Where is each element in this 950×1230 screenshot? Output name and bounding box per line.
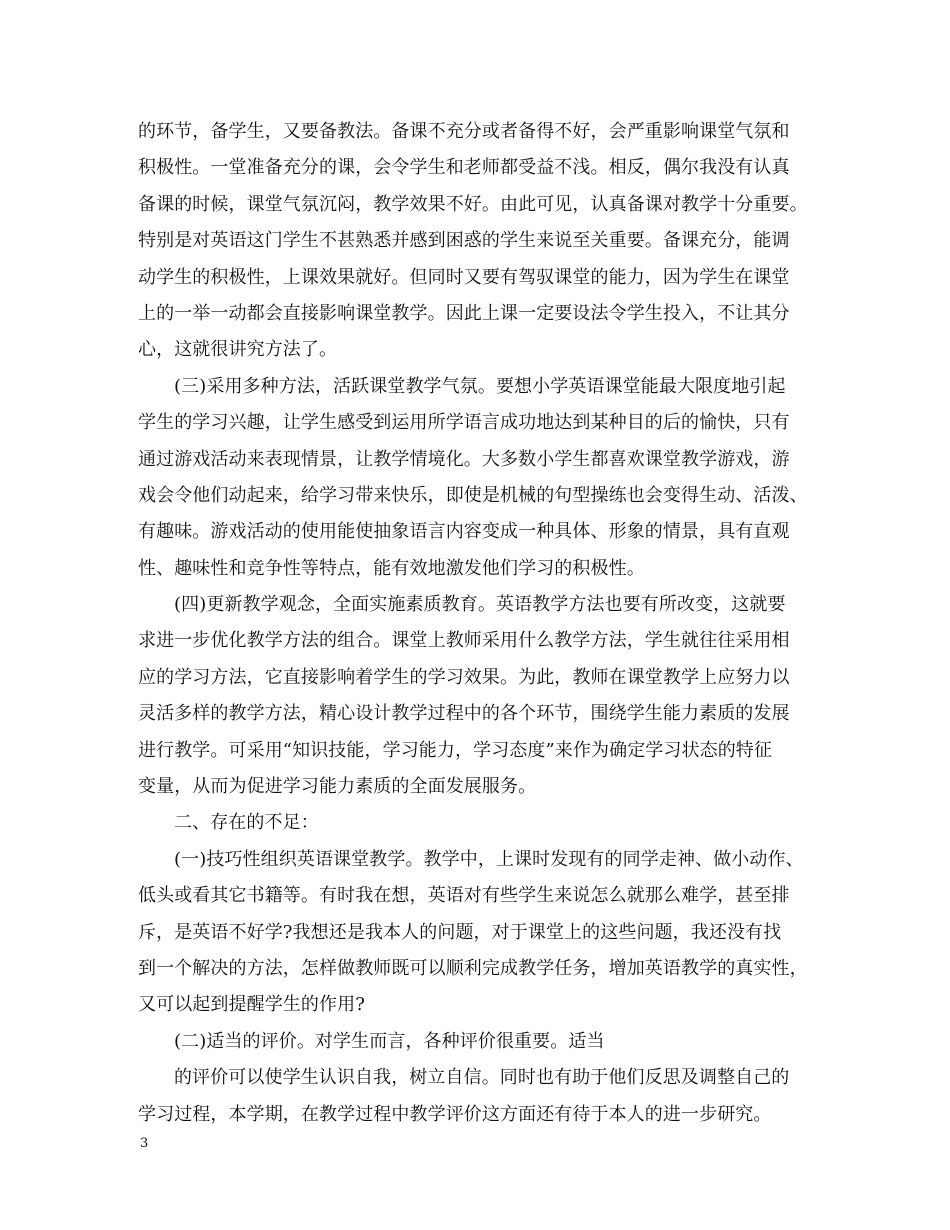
body-text (138, 114, 828, 1133)
text-line: 性、趣味性和竞争性等特点，能有效地激发他们学习的积极性。 (138, 557, 645, 579)
paragraph-start-line: (四)更新教学观念，全面实施素质教育。英语教学方法也要有所改变，这就要 (174, 594, 786, 616)
paragraph-start-line: (二)适当的评价。对学生而言，各种评价很重要。适当 (174, 1030, 605, 1052)
text-line: 动学生的积极性，上课效果就好。但同时又要有驾驭课堂的能力，因为学生在课堂 (138, 266, 790, 288)
text-line: 特别是对英语这门学生不甚熟悉并感到困惑的学生来说至关重要。备课充分，能调 (138, 230, 790, 252)
text-line: 灵活多样的教学方法，精心设计教学过程中的各个环节，围绕学生能力素质的发展 (138, 703, 790, 725)
text-line: 上的一举一动都会直接影响课堂教学。因此上课一定要设法令学生投入，不让其分 (138, 302, 790, 324)
paragraph-start-line: (三)采用多种方法，活跃课堂教学气氛。要想小学英语课堂能最大限度地引起 (174, 375, 786, 397)
text-line: 求进一步优化教学方法的组合。课堂上教师采用什么教学方法，学生就往往采用相 (138, 630, 790, 652)
text-line: 的环节，备学生，又要备教法。备课不充分或者备得不好，会严重影响课堂气氛和 (138, 121, 790, 142)
text-line: 通过游戏活动来表现情景，让教学情境化。大多数小学生都喜欢课堂教学游戏，游 (138, 448, 790, 470)
text-line: 积极性。一堂准备充分的课，会令学生和老师都受益不浅。相反，偶尔我没有认真 (138, 157, 790, 179)
text-line: 心，这就很讲究方法了。 (138, 339, 338, 361)
text-line: 进行教学。可采用“知识技能，学习能力，学习态度”来作为确定学习状态的特征 (138, 739, 773, 761)
paragraph-start-line: (一)技巧性组织英语课堂教学。教学中，上课时发现有的同学走神、做小动作、 (174, 848, 804, 870)
text-line: 到一个解决的方法，怎样做教师既可以顺利完成教学任务，增加英语教学的真实性， (138, 957, 808, 979)
text-line: 有趣味。游戏活动的使用能使抽象语言内容变成一种具体、形象的情景，具有直观 (138, 521, 790, 543)
text-line: 备课的时候，课堂气氛沉闷，教学效果不好。由此可见，认真备课对教学十分重要。 (138, 193, 808, 215)
text-line: 斥，是英语不好学?我想还是我本人的问题，对于课堂上的这些问题，我还没有找 (138, 921, 782, 943)
text-line: 学习过程，本学期，在教学过程中教学评价这方面还有待于本人的进一步研究。 (138, 1103, 772, 1125)
page-number: 3 (140, 1136, 149, 1151)
text-line: 戏会令他们动起来，给学习带来快乐，即使是机械的句型操练也会变得生动、活泼、 (138, 484, 808, 506)
text-line: 低头或看其它书籍等。有时我在想，英语对有些学生来说怎么就那么难学，甚至排 (138, 885, 790, 907)
text-line: 应的学习方法，它直接影响着学生的学习效果。为此，教师在课堂教学上应努力以 (138, 666, 790, 688)
text-line: 学生的学习兴趣，让学生感受到运用所学语言成功地达到某种目的后的愉快，只有 (138, 412, 790, 434)
text-line: 又可以起到提醒学生的作用? (138, 994, 365, 1016)
paragraph-start-line: 的评价可以使学生认识自我，树立自信。同时也有助于他们反思及调整自己的 (174, 1067, 790, 1089)
section-heading: 二、存在的不足： (174, 812, 319, 834)
text-line: 变量，从而为促进学习能力素质的全面发展服务。 (138, 776, 537, 798)
